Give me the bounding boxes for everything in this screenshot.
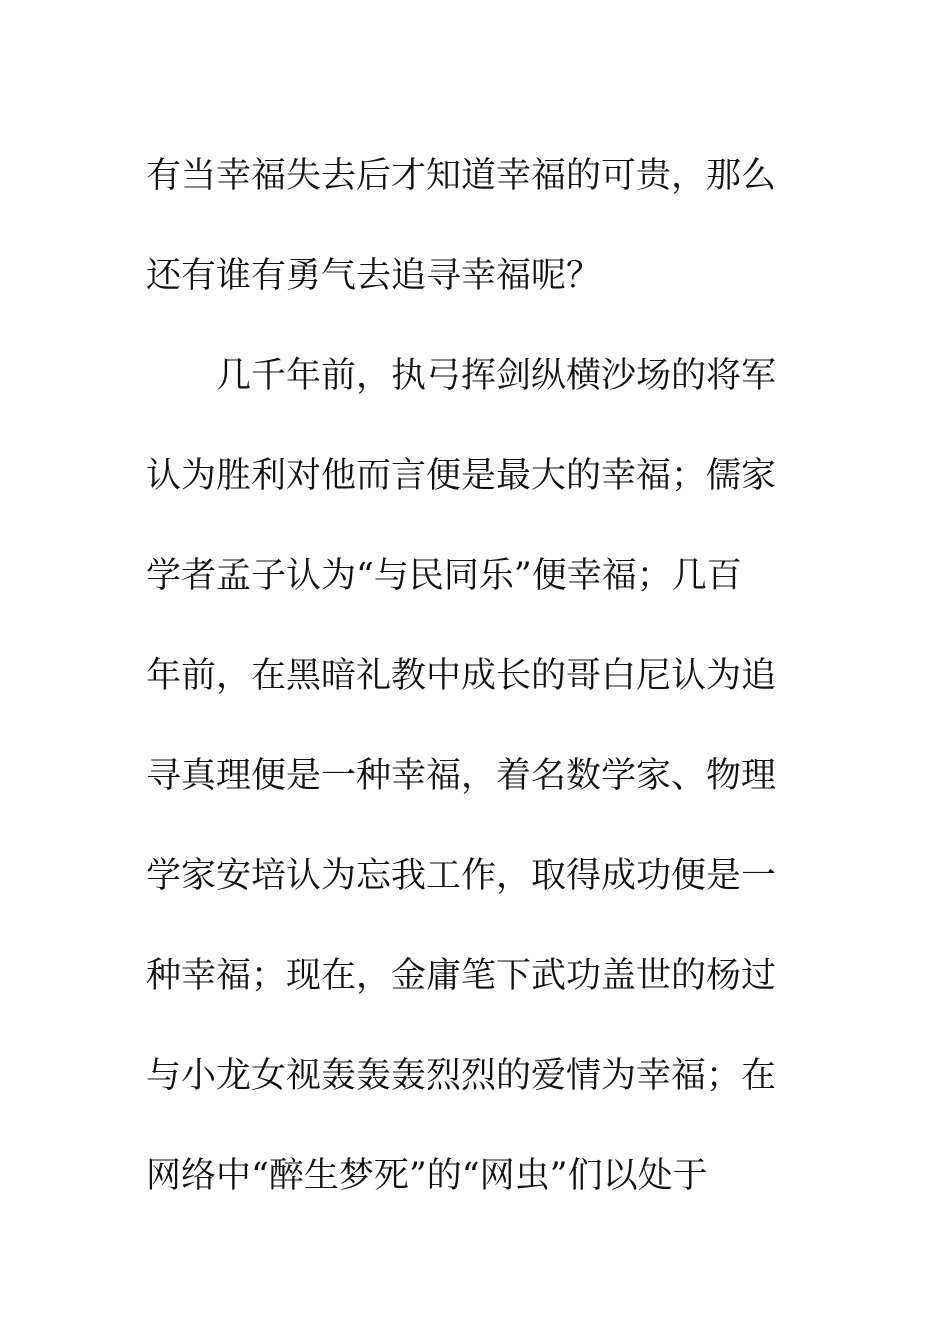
text-line: 年前，在黑暗礼教中成长的哥白尼认为追 [146,656,777,696]
text-line: 有当幸福失去后才知道幸福的可贵，那么 [146,156,777,196]
paragraph-start-line: 几千年前，执弓挥剑纵横沙场的将军 [216,356,777,396]
body-text [146,126,786,1226]
text-line: 网络中“醉生梦死”的“网虫”们以处于 [146,1156,708,1196]
text-line: 学者孟子认为“与民同乐”便幸福；几百 [146,556,742,596]
text-line: 与小龙女视轰轰轰烈烈的爱情为幸福；在 [146,1056,777,1096]
text-line: 寻真理便是一种幸福，着名数学家、物理 [146,756,777,796]
text-line: 学家安培认为忘我工作，取得成功便是一 [146,856,777,896]
text-line: 认为胜利对他而言便是最大的幸福；儒家 [146,456,777,496]
text-line: 种幸福；现在，金庸笔下武功盖世的杨过 [146,956,777,996]
text-line: 还有谁有勇气去追寻幸福呢？ [146,256,602,296]
